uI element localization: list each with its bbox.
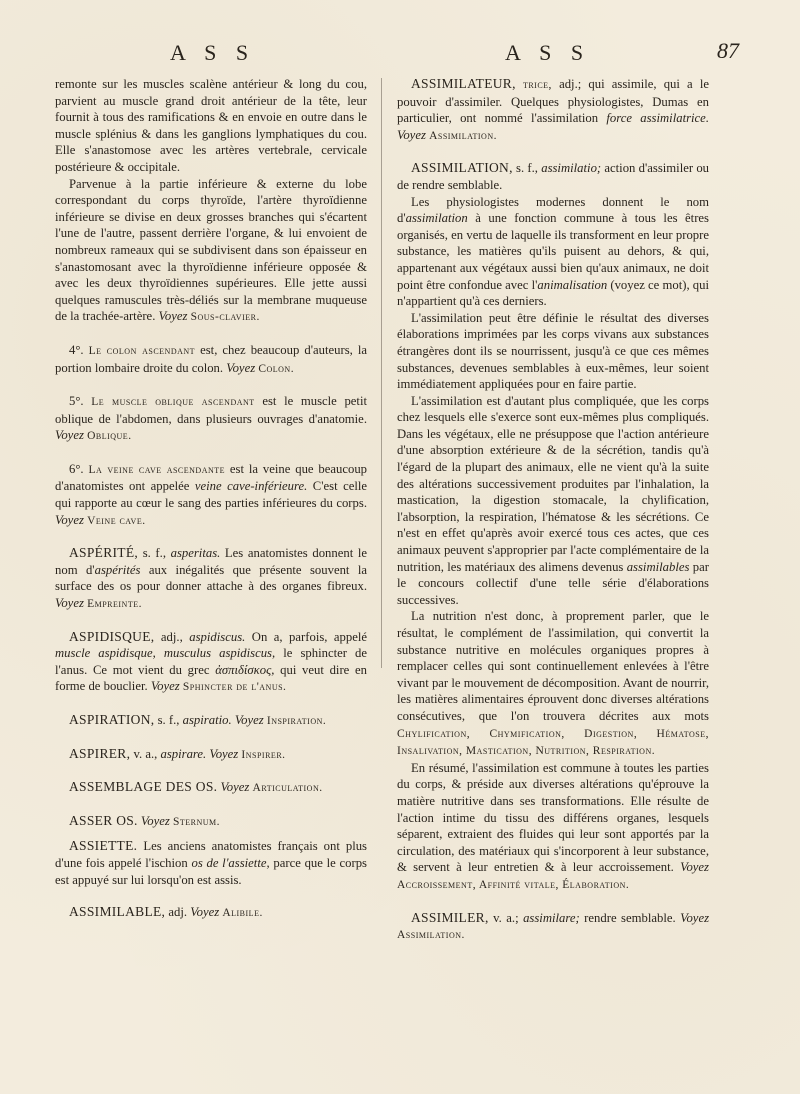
entry-assimiler: ASSIMILER, v. a.; assimilare; rendre semblable. Voyez Assimilation.: [397, 909, 710, 942]
paragraph: Les physiologistes modernes donnent le nom d'assimilation à une fonction commune à tous les êtres organisés, en vertu de laquelle ils transforment en leur propre substance, les matières qu'ils puisent au dehors, & qui, appartenant aux végétaux aussi bien qu'aux animaux, ne doit point être confondue avec l'animalisation (voyez ce mot), qui n'appartient qu'à ces derniers.: [397, 194, 710, 309]
entry-assemblage: ASSEMBLAGE DES OS. Voyez Articulation.: [69, 779, 323, 795]
entry-aspirer: ASPIRER, v. a., aspirare. Voyez Inspirer.: [69, 745, 286, 761]
entry-aspidisque: ASPIDISQUE, adj., aspidiscus. On a, parfois, appelé muscle aspidisque, musculus aspidiscus, le sphincter de l'anus. Ce mot vient du grec ἀσπιδίσκος, qui veut dire en forme de bouclier. Voyez Sphincter de l'anus.: [55, 628, 368, 694]
paragraph: La nutrition n'est donc, à proprement parler, que le résultat, le complément de l'assimilation, qui convertit la substance nutritive en molécules organiques propres à remplacer celles qui sont continuellement enlevées à l'être vivant par le mouvement de décomposition. Avant de nourrir, les matières alimentaires éprouvent donc diverses altérations consécutives, que l'on trouvera décrites aux mots Chylification, Chymification, Digestion, Hématose, Insalivation, Mastication, Nutrition, Respiration.: [397, 609, 709, 758]
paragraph: remonte sur les muscles scalène antérieur & long du cou, parvient au muscle grand droit antérieur de la tête, leur fournit à tous des ramifications & en envoie en outre dans le muscle splénius & dans les ganglions lymphatiques du cou. Elle s'anastomose avec les artères vertebrale, cervicale postérieure & occipitale.: [55, 77, 367, 174]
column-divider: [381, 78, 382, 668]
entry-aspiration: ASPIRATION, s. f., aspiratio. Voyez Inspiration.: [69, 712, 327, 727]
running-head-left: A S S: [170, 40, 256, 65]
entry-asperite: ASPÉRITÉ, s. f., asperitas. Les anatomistes donnent le nom d'aspérités aux inégalités que présente souvent la surface des os pour donner attache à des organes fibreux. Voyez Empreinte.: [55, 545, 367, 611]
entry-assimilable: ASSIMILABLE, adj. Voyez Alibile.: [69, 904, 263, 920]
entry-assiette: ASSIETTE. Les anciens anatomistes français ont plus d'une fois appelé l'ischion os de l'assiette, parce que le corps est appuyé sur lui lorsqu'on est assis.: [55, 838, 367, 887]
entry-assimilation: ASSIMILATION, s. f., assimilatio; action d'assimiler ou de rendre semblable.: [397, 160, 710, 192]
running-head-right: A S S: [505, 40, 591, 65]
entry-assimilateur: ASSIMILATEUR, trice, adj.; qui assimile, qui a le pouvoir d'assimiler. Quelques physiologistes, Dumas en particulier, ont nommé l'assimilation force assimilatrice. Voyez Assimilation.: [397, 76, 709, 142]
entry-veine-cave: 6°. La veine cave ascendante est la veine que beaucoup d'anatomistes ont appelée veine cave-inférieure. C'est celle qui rapporte au cœur le sang des parties inférieures du corps. Voyez Veine cave.: [55, 461, 368, 527]
entry-asser: ASSER OS. Voyez Sternum.: [69, 812, 221, 828]
left-column: [55, 76, 367, 922]
paragraph: L'assimilation peut être définie le résultat des diverses élaborations imprimées par les corps vivans aux substances étrangères dont ils se nourrissent, jusqu'à ce que ces mêmes substances, devenues semblables à eux-mêmes, leur soient immédiatement appliquées pour en faire partie.: [397, 310, 709, 392]
entry-muscle-oblique: 5°. Le muscle oblique ascendant est le muscle petit oblique de l'abdomen, dans plusieurs ouvrages d'anatomie. Voyez Oblique.: [55, 394, 367, 443]
entry-colon-ascendant: 4°. Le colon ascendant est, chez beaucoup d'auteurs, la portion lombaire droite du colon. Voyez Colon.: [55, 342, 368, 375]
page-number: 87: [717, 38, 739, 63]
right-column: [397, 76, 709, 944]
paragraph: Parvenue à la partie inférieure & externe du lobe correspondant du corps thyroïde, l'artère thyroïdienne inférieure se divise en deux grosses branches qui s'écartent l'une de l'autre, passent derrière l'organe, & lui envoient de nombreux rameaux qui se subdivisent dans son épaisseur en s'anastomosant avec la thyroïdienne inférieure opposée & avec les deux thyroïdiennes supérieures. Elle jette aussi quelques ramuscules très-déliés sur la membrane muqueuse de la trachée-artère. Voyez Sous-clavier.: [55, 176, 367, 324]
paragraph: En résumé, l'assimilation est commune à toutes les parties du corps, & préside aux diverses altérations qu'éprouve la matière nutritive dans ses transformations. Elle résulte de l'action intime du tissu des différens organes, lesquels séparent, extraient des fluides qui leur sont apportés par la circulation, des matériaux qui s'incorporent à leur substance, & servent à leur entretien & à leur accroissement. Voyez Accroissement, Affinité vitale, Élaboration.: [397, 760, 709, 891]
paragraph: L'assimilation est d'autant plus compliquée, que les corps chez lesquels elle s'exerce sont eux-mêmes plus compliqués. Dans les végétaux, elle ne présuppose que l'action antérieure d'une absorption extérieure & de la sécrétion, tandis qu'à l'égard de la plupart des animaux, elle ne vient qu'à la suite des altérations successivement produites par l'inhalation, la mastication, la digestion stomacale, la chylification, l'absorption, la respiration, l'hématose & les sécrétions. Ce n'est en effet qu'après avoir exercé tous ces actes, que ces animaux peuvent s'approprier par l'acte complémentaire de la nutrition, les matériaux des alimens devenus assimilables par le concours collectif d'une telle série d'élaborations successives.: [397, 393, 709, 607]
